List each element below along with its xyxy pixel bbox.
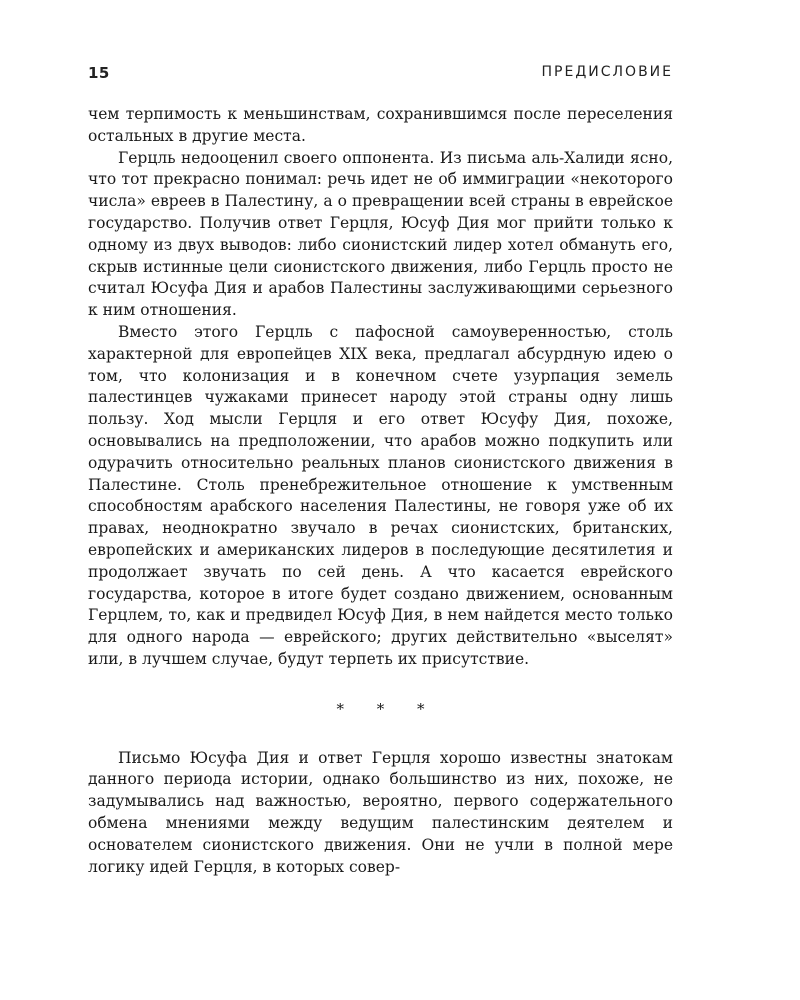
- section-title: ПРЕДИСЛОВИЕ: [541, 64, 673, 80]
- running-head: [88, 64, 673, 86]
- paragraph: Герцль недооценил своего оппонента. Из письма аль-Халиди ясно, что тот прекрасно понимал: речь идет не об иммиграции «некоторого числа» евреев в Палестину, а о превращении всей страны в еврейское государство. Получив ответ Герцля, Юсуф Дия мог прийти только к одному из двух выводов: либо сионистский лидер хотел обмануть его, скрыв истинные цели сионистского движения, либо Герцль просто не считал Юсуфа Дия и арабов Палестины заслуживающими серьезного к ним отношения.: [88, 148, 673, 320]
- paragraph: Вместо этого Герцль с пафосной самоуверенностью, столь характерной для европейцев XIX века, предлагал абсурдную идею о том, что колонизация и в конечном счете узурпация земель палестинцев чужаками принесет народу этой страны одну лишь пользу. Ход мысли Герцля и его ответ Юсуфу Дия, похоже, основывались на предположении, что арабов можно подкупить или одурачить относительно реальных планов сионистского движения в Палестине. Столь пренебрежительное отношение к умственным способностям арабского населения Палестины, не говоря уже об их правах, неоднократно звучало в речах сионистских, британских, европейских и американских лидеров в последующие десятилетия и продолжает звучать по сей день. А что касается еврейского государства, которое в итоге будет создано движением, основанным Герцлем, то, как и предвидел Юсуф Дия, в нем найдется место только для одного народа — еврейского; других действительно «выселят» или, в лучшем случае, будут терпеть их присутствие.: [88, 322, 673, 668]
- paragraph: Письмо Юсуфа Дия и ответ Герцля хорошо известны знатокам данного периода истории, однако большинство из них, похоже, не задумывались над важностью, вероятно, первого содержательного обмена мнениями между ведущим палестинским деятелем и основателем сионистского движения. Они не учли в полной мере логику идей Герцля, в которых совер-: [88, 748, 673, 876]
- paragraph-continuation: чем терпимость к меньшинствам, сохранившимся после переселения остальных в другие места.: [88, 105, 673, 145]
- section-separator: * * *: [336, 699, 439, 718]
- page-number: 15: [88, 64, 110, 82]
- body-text: [88, 104, 673, 878]
